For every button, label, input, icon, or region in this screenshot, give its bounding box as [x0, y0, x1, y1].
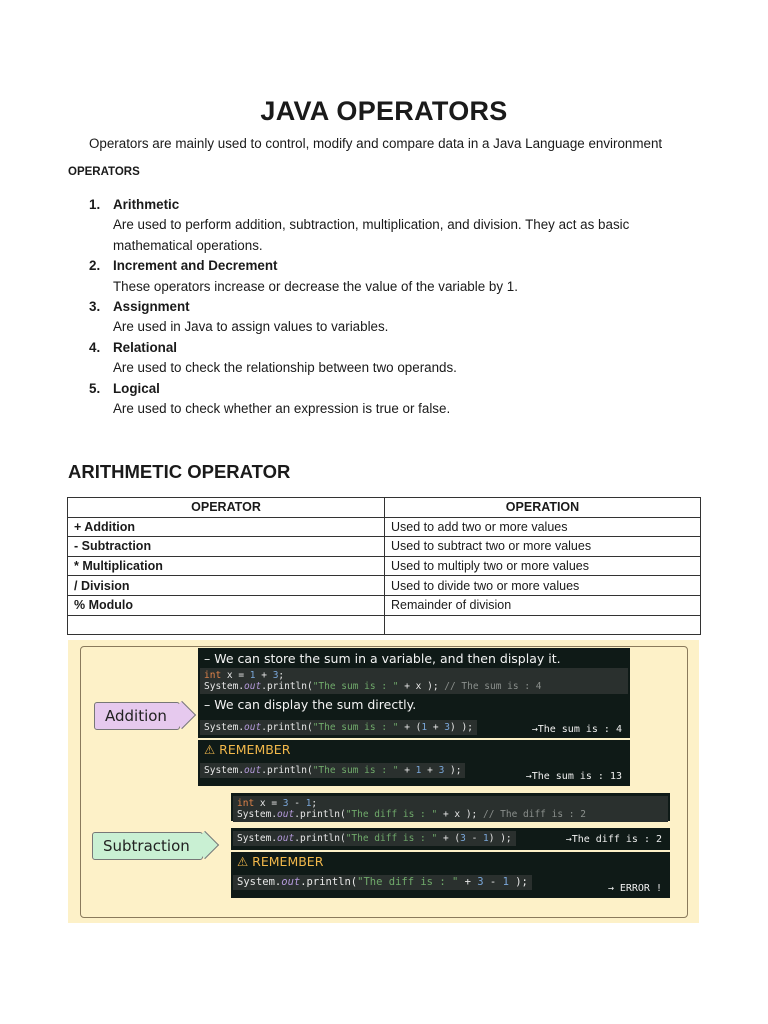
operator-name: Arithmetic	[113, 197, 180, 212]
table-row	[68, 595, 701, 615]
operator-desc: Are used to check the relationship between two operands.	[113, 360, 457, 376]
list-number: 4.	[89, 339, 101, 355]
subtraction-tag: Subtraction	[92, 832, 203, 860]
table-header-row	[68, 498, 701, 518]
cell-operation	[385, 615, 701, 635]
table-row	[68, 556, 701, 576]
operator-name: Assignment	[113, 299, 190, 315]
subtraction-store-card	[231, 793, 670, 821]
addition-store-card	[198, 648, 630, 694]
arithmetic-table	[67, 497, 701, 635]
addition-remember-card	[198, 740, 630, 786]
arithmetic-examples-figure	[68, 640, 699, 923]
table-row	[68, 517, 701, 537]
output-text: →The sum is : 13	[525, 771, 622, 782]
operator-desc: Are used in Java to assign values to variables.	[113, 319, 389, 335]
operator-name: Increment and Decrement	[113, 258, 278, 274]
operators-list	[89, 195, 709, 419]
cell-operator	[68, 615, 385, 635]
list-item	[89, 379, 709, 420]
remember-heading: ⚠ REMEMBER	[204, 742, 291, 757]
arithmetic-heading: ARITHMETIC OPERATOR	[68, 461, 291, 482]
page-title: JAVA OPERATORS	[260, 96, 508, 126]
code-block: System.out.println("The diff is : " + 3 - 1 );	[233, 875, 532, 890]
list-number: 5.	[89, 380, 101, 396]
intro-text: Operators are mainly used to control, modify and compare data in a Java Language environment	[89, 136, 663, 151]
addition-tag: Addition	[94, 702, 180, 730]
cell-operation: Used to multiply two or more values	[385, 556, 701, 576]
subtraction-direct-card	[231, 828, 670, 850]
code-block: int x = 1 + 3; System.out.println("The sum is : " + x ); // The sum is : 4	[200, 668, 628, 694]
list-number: 1.	[89, 197, 101, 212]
operator-desc: Are used to check whether an expression is true or false.	[113, 401, 451, 417]
card-heading: – We can display the sum directly.	[204, 697, 417, 712]
header-operator: OPERATOR	[68, 498, 385, 518]
output-text: →The diff is : 2	[565, 834, 662, 845]
remember-heading: ⚠ REMEMBER	[237, 854, 324, 869]
operators-heading: OPERATORS	[68, 166, 140, 178]
card-heading: – We can store the sum in a variable, and then display it.	[204, 651, 561, 666]
cell-operator: * Multiplication	[68, 556, 385, 576]
cell-operation: Remainder of division	[385, 595, 701, 615]
list-item	[89, 195, 709, 256]
cell-operator: - Subtraction	[68, 537, 385, 557]
operator-name: Relational	[113, 339, 177, 355]
list-item	[89, 297, 709, 338]
cell-operator: / Division	[68, 576, 385, 596]
list-number: 3.	[89, 299, 101, 315]
code-block: System.out.println("The sum is : " + 1 + 3 );	[200, 763, 465, 778]
cell-operation: Used to add two or more values	[385, 517, 701, 537]
cell-operation: Used to divide two or more values	[385, 576, 701, 596]
operator-name: Logical	[113, 380, 160, 396]
list-item	[89, 338, 709, 379]
code-block: System.out.println("The diff is : " + (3 - 1) );	[233, 831, 516, 846]
header-operation: OPERATION	[385, 498, 701, 518]
list-number: 2.	[89, 258, 101, 274]
list-item	[89, 256, 709, 297]
output-text: →The sum is : 4	[531, 724, 622, 735]
operator-desc: These operators increase or decrease the value of the variable by 1.	[113, 278, 518, 294]
code-block: System.out.println("The sum is : " + (1 + 3) );	[200, 720, 477, 735]
operator-desc: Are used to perform addition, subtraction, multiplication, and division. They act as basic mathematical operations.	[113, 217, 630, 253]
subtraction-remember-card	[231, 852, 670, 898]
output-text: → ERROR !	[607, 883, 662, 894]
addition-direct-card	[198, 694, 630, 738]
table-row	[68, 576, 701, 596]
cell-operator: % Modulo	[68, 595, 385, 615]
cell-operator: + Addition	[68, 517, 385, 537]
code-block: int x = 3 - 1; System.out.println("The diff is : " + x ); // The diff is : 2	[233, 796, 668, 822]
cell-operation: Used to subtract two or more values	[385, 537, 701, 557]
table-row	[68, 615, 701, 635]
table-row	[68, 537, 701, 557]
